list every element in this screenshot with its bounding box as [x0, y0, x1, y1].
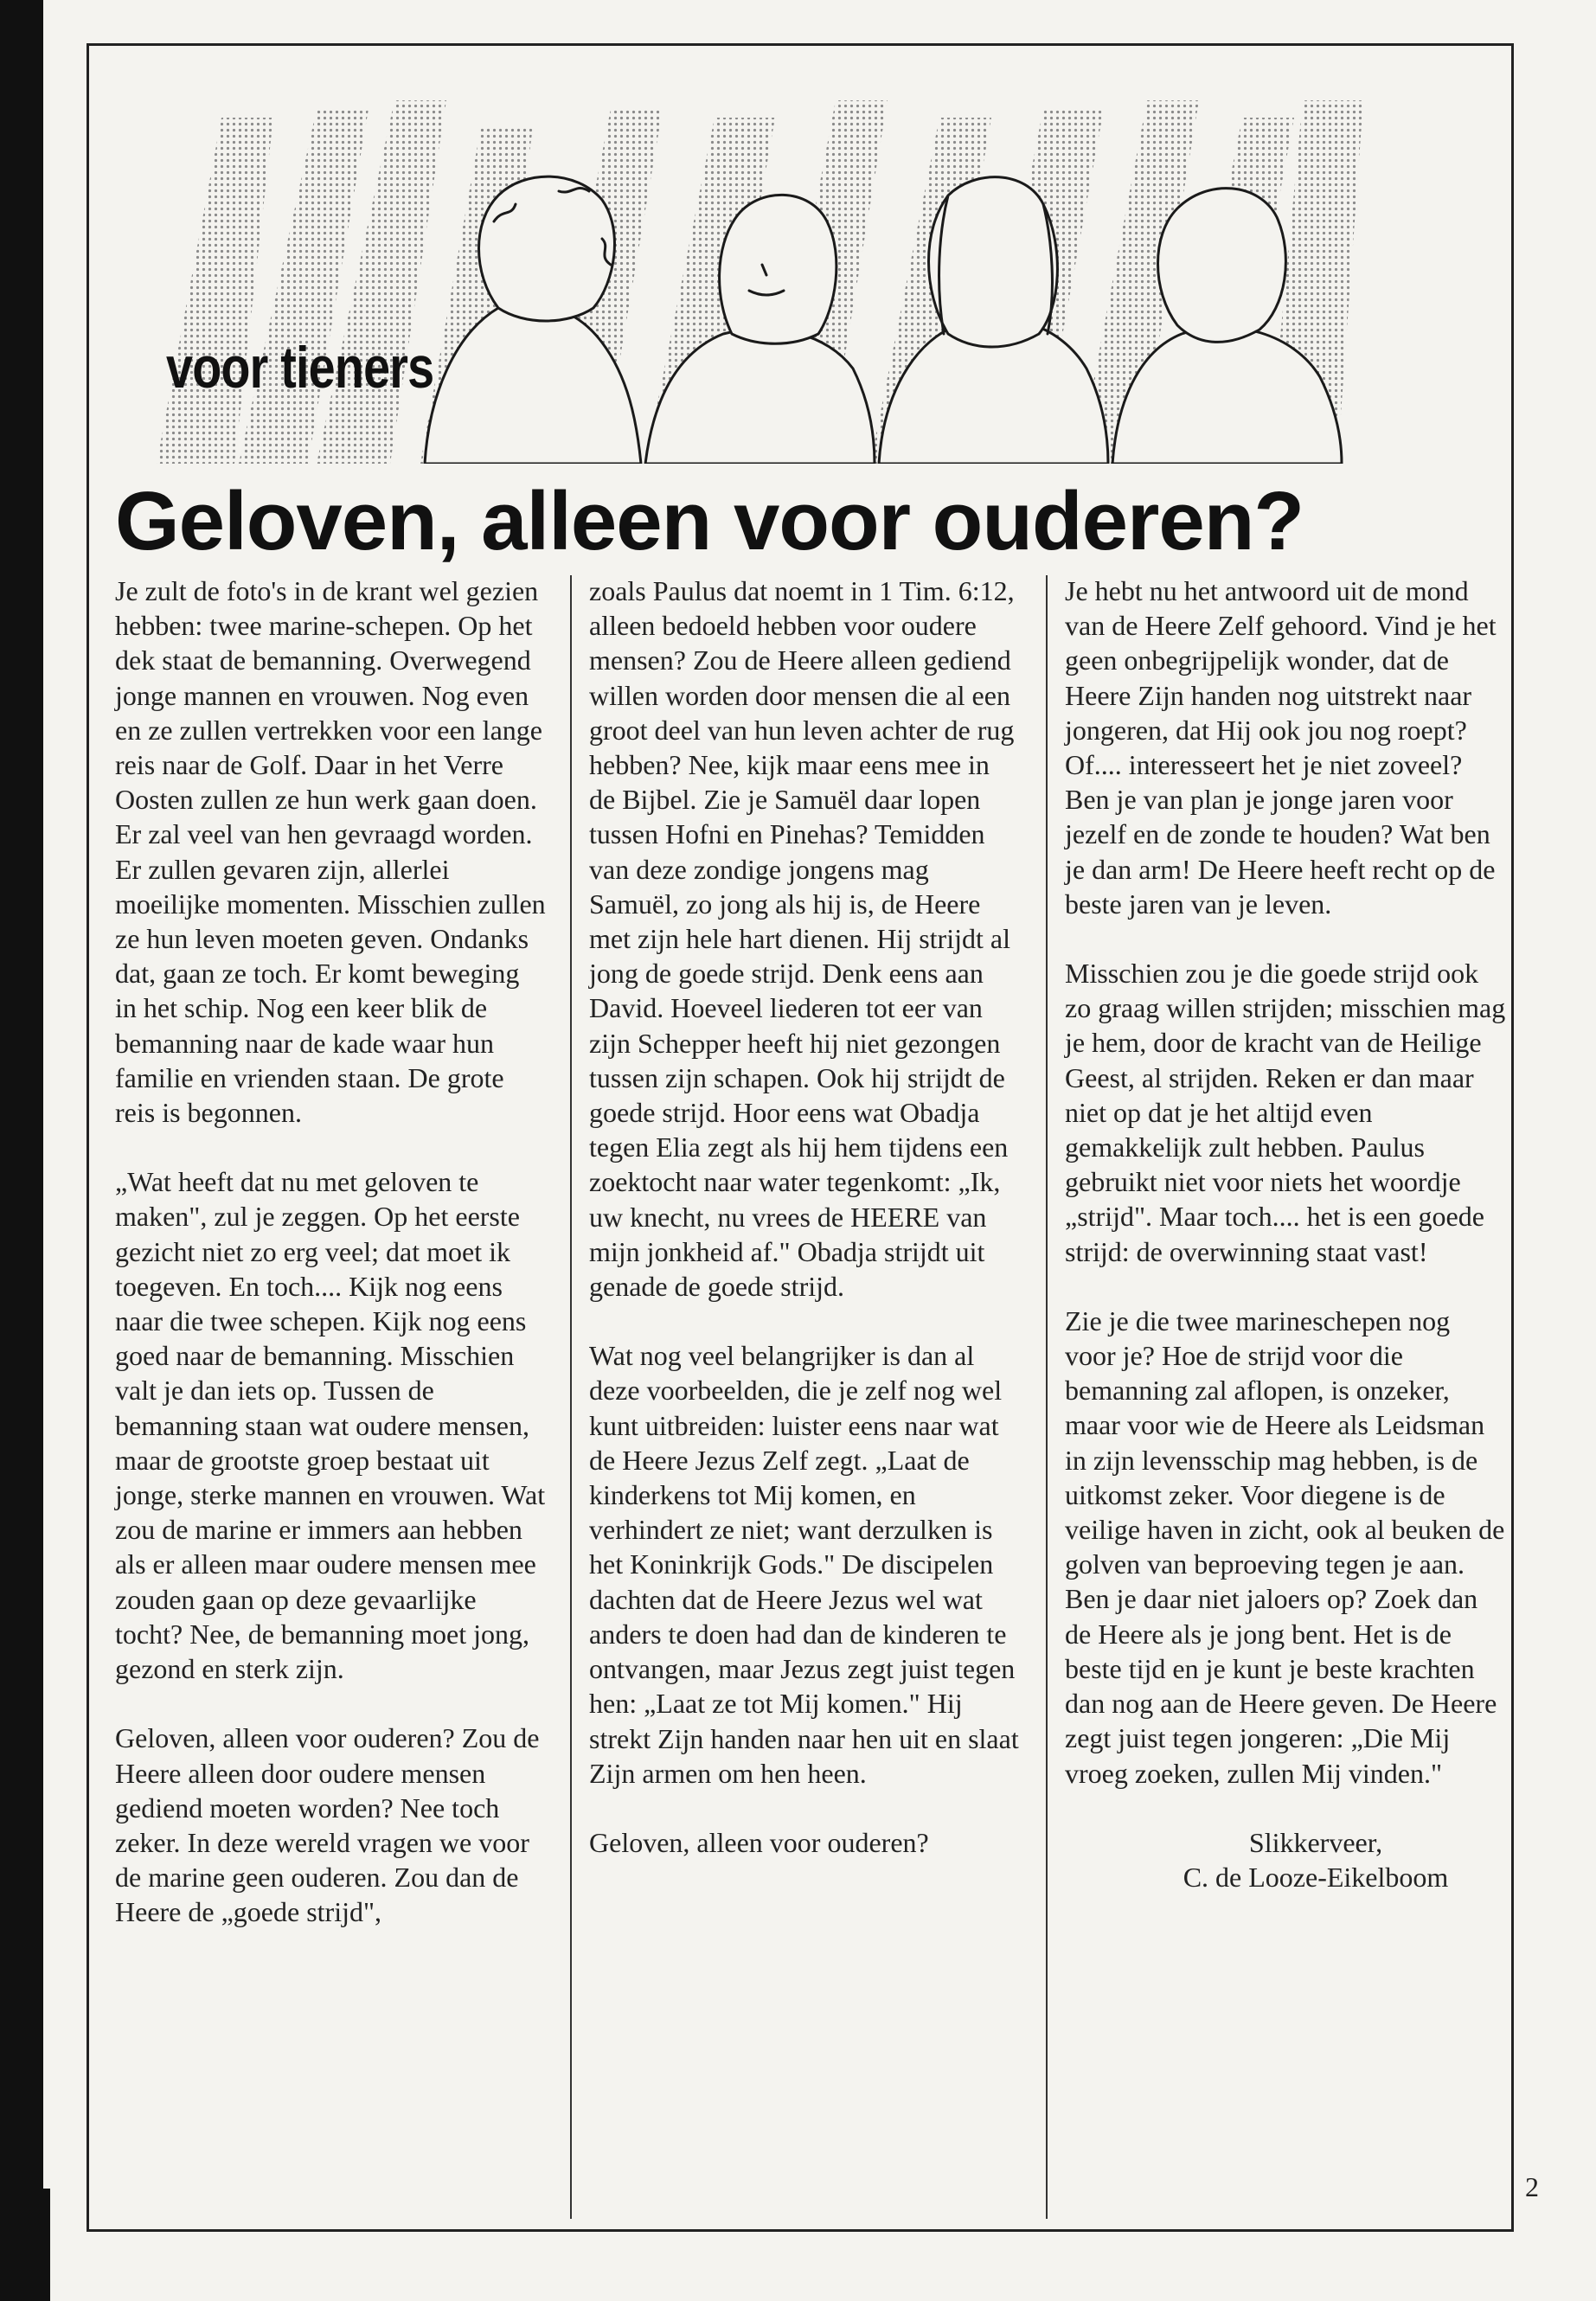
figure-3-head: [929, 177, 1058, 347]
signature-place: Slikkerveer,: [1248, 1826, 1383, 1858]
page-frame: [87, 43, 1514, 2232]
section-label: voor tieners: [166, 335, 434, 401]
paragraph: Misschien zou je die goede strijd ook zo graag willen strijden; misschien mag je hem, door de kracht van de Heilige Geest, al strijden. Reken er dan maar niet op dat je het altijd even gemakkelijk zult hebben. Paulus gebruikt niet voor niets het woordje „strijd". Maar toch.... het is een goede strijd: de overwinning staat vast!: [1065, 958, 1506, 1267]
column-divider: [1046, 575, 1048, 2219]
binding-edge: [0, 0, 43, 2301]
signature-author: C. de Looze-Eikelboom: [1183, 1861, 1449, 1893]
paragraph: Zie je die twee marineschepen nog voor je? Hoe de strijd voor die bemanning zal aflopen, is onzeker, maar voor wie de Heere als Leidsman in zijn levensschip mag hebben, is de uitkomst zeker. Voor diegene is de veilige haven in zicht, ook al beuken de golven van beproeving tegen je aan. Ben je daar niet jaloers op? Zoek dan de Heere als je jong bent. Het is de beste tijd en je kunt je beste krachten dan nog aan de Heere geven. De Heere zegt juist tegen jongeren: „Die Mij vroeg zoeken, zullen Mij vinden.": [1065, 1304, 1505, 1789]
header-banner: [92, 48, 1514, 464]
page-title: Geloven, alleen voor ouderen?: [115, 475, 1304, 567]
paragraph: Je hebt nu het antwoord uit de mond van de Heere Zelf gehoord. Vind je het geen onbegrijpelijk wonder, dat de Heere Zijn handen nog uitstrekt naar jongeren, dat Hij ook jou nog roept? Of.... interesseert het je niet zoveel? Ben je van plan je jonge jaren voor jezelf en de zonde te houden? Wat ben je dan arm! De Heere heeft recht op de beste jaren van je leven.: [1065, 575, 1497, 920]
figure-2-head: [720, 195, 836, 343]
column-divider: [570, 575, 572, 2219]
page-number: 2: [1525, 2171, 1539, 2202]
paragraph: Wat nog veel belangrijker is dan al deze voorbeelden, die je zelf nog wel kunt uitbreiden: luister eens naar wat de Heere Jezus Zelf zegt. „Laat de kinderkens tot Mij komen, en verhindert ze niet; want derzulken is het Koninkrijk Gods." De discipelen dachten dat de Heere Jezus wel wat anders te doen had dan de kinderen te ontvangen, maar Jezus zegt juist tegen hen: „Laat ze tot Mij komen." Hij strekt Zijn handen naar hen uit en slaat Zijn armen om hen heen.: [589, 1340, 1019, 1789]
article-column-2: [589, 574, 1022, 1860]
paragraph: zoals Paulus dat noemt in 1 Tim. 6:12, alleen bedoeld hebben voor oudere mensen? Zou de Heere alleen gediend willen worden door mensen die al een groot deel van hun leven achter de rug hebben? Nee, kijk maar eens mee in de Bijbel. Zie je Samuël daar lopen tussen Hofni en Pinehas? Temidden van deze zondige jongens mag Samuël, zo jong als hij is, de Heere met zijn hele hart dienen. Hij strijdt al jong de goede strijd. Denk eens aan David. Hoeveel liederen tot eer van zijn Schepper heeft hij niet gezongen tussen zijn schapen. Ook hij strijdt de goede strijd. Hoor eens wat Obadja tegen Elia zegt als hij hem tijdens een zoektocht naar water tegenkomt: „Ik, uw knecht, nu vrees de HEERE van mijn jonkheid af." Obadja strijdt uit genade de goede strijd.: [589, 575, 1015, 1303]
paragraph: Geloven, alleen voor ouderen? Zou de Heere alleen door oudere mensen gediend moeten worden? Nee toch zeker. In deze wereld vragen we voor de marine geen ouderen. Zou dan de Heere de „goede strijd",: [115, 1722, 540, 1928]
teens-illustration: [92, 48, 1514, 464]
binding-tab: [35, 2189, 50, 2301]
paragraph: Je zult de foto's in de krant wel gezien hebben: twee marine-schepen. Op het dek staat de bemanning. Overwegend jonge mannen en vrouwen. Nog even en ze zullen vertrekken voor een lange reis naar de Golf. Daar in het Verre Oosten zullen ze hun werk gaan doen. Er zal veel van hen gevraagd worden. Er zullen gevaren zijn, allerlei moeilijke momenten. Misschien zullen ze hun leven moeten geven. Ondanks dat, gaan ze toch. Er komt beweging in het schip. Nog een keer blik de bemanning naar de kade waar hun familie en vrienden staan. De grote reis is begonnen.: [115, 575, 546, 1129]
article-column-1: [115, 574, 548, 1930]
paragraph: „Wat heeft dat nu met geloven te maken", zul je zeggen. Op het eerste gezicht niet zo erg veel; dat moet ik toegeven. En toch.... Kijk nog eens naar die twee schepen. Kijk nog eens goed naar de bemanning. Misschien valt je dan iets op. Tussen de bemanning staan wat oudere mensen, maar de grootste groep bestaat uit jonge, sterke mannen en vrouwen. Wat zou de marine er immers aan hebben als er alleen maar oudere mensen mee zouden gaan op deze gevaarlijke tocht? Nee, de bemanning moet jong, gezond en sterk zijn.: [115, 1166, 546, 1685]
paragraph: Geloven, alleen voor ouderen?: [589, 1826, 929, 1858]
article-column-3: [1065, 574, 1506, 1894]
signature: [1065, 1825, 1506, 1894]
figure-1-head: [479, 176, 615, 321]
figure-4-head: [1158, 189, 1286, 343]
